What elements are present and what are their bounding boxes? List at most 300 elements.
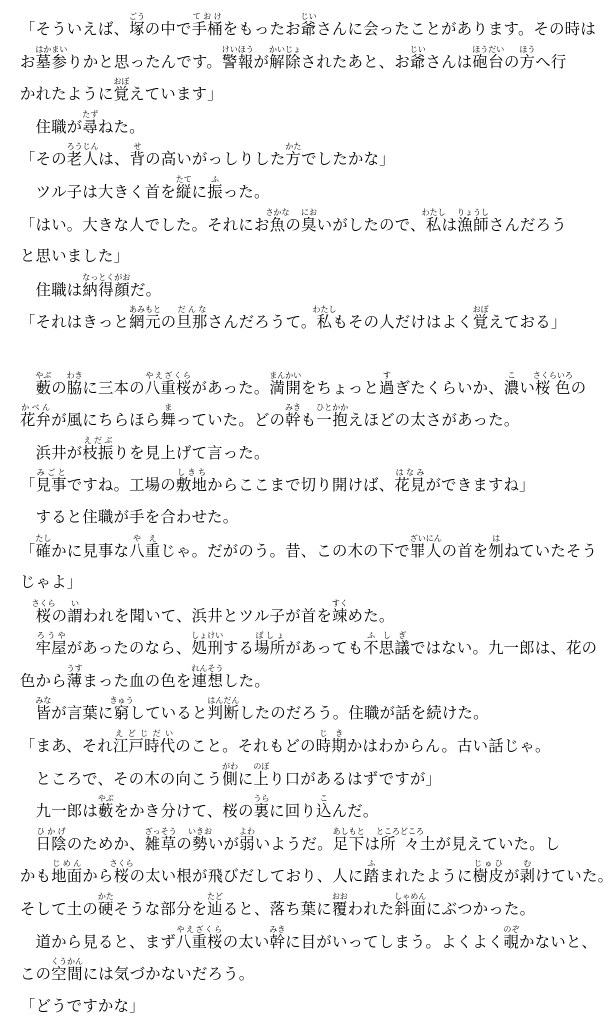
- text-run: この: [20, 965, 52, 984]
- ruby-reading: やぶ: [97, 794, 114, 804]
- ruby-word: [207, 174, 223, 201]
- ruby-reading: じゅひ: [472, 859, 504, 869]
- ruby-base: 警報: [221, 52, 254, 71]
- ruby-reading: みな: [35, 696, 52, 706]
- ruby-word: [160, 403, 176, 430]
- ruby-reading: まんかい: [269, 370, 302, 380]
- text-run: 「どうですかな」: [20, 996, 145, 1015]
- text-run: 「: [20, 476, 36, 495]
- text-run: されたあと、お: [300, 52, 410, 71]
- text-run: 道から見ると、まず: [20, 932, 176, 951]
- ruby-reading: ひかげ: [35, 826, 67, 836]
- text-line: [20, 859, 613, 892]
- text-run: した。: [223, 671, 270, 690]
- text-run: 九一郎は: [20, 802, 98, 821]
- text-run: えほどの太さがあった。: [348, 411, 520, 430]
- ruby-word: [35, 631, 67, 658]
- text-run: われた: [347, 900, 395, 919]
- ruby-reading: やぶ: [35, 370, 52, 380]
- text-run: すると住職が手を合わせた。: [20, 507, 239, 526]
- ruby-base: 上: [253, 769, 270, 788]
- ruby-word: [20, 403, 52, 430]
- ruby-word: [315, 729, 347, 756]
- text-run: ねた。: [98, 117, 145, 136]
- ruby-reading: ふ: [207, 174, 223, 184]
- ruby-word: [129, 305, 161, 332]
- text-line: [20, 175, 599, 208]
- ruby-word: [269, 924, 286, 951]
- ruby-reading: のぼ: [253, 761, 270, 771]
- ruby-word: [82, 109, 99, 136]
- ruby-base: 時期: [315, 737, 347, 756]
- text-run: の: [570, 378, 587, 397]
- ruby-base: 網元: [129, 313, 161, 332]
- ruby-base: 納得顔: [82, 280, 131, 299]
- ruby-base: 墓参: [35, 52, 68, 71]
- ruby-reading: かた: [285, 142, 302, 152]
- text-run: じゃよ」: [20, 573, 83, 592]
- text-run: [20, 379, 36, 397]
- ruby-base: 覚: [113, 85, 130, 104]
- text-line: [20, 77, 599, 110]
- ruby-word: [222, 761, 239, 788]
- text-run: でしたかな」: [301, 150, 395, 169]
- text-line: [20, 403, 599, 436]
- ruby-word: [35, 468, 67, 495]
- ruby-word: [532, 370, 573, 397]
- text-run: 土が見えていた。し: [420, 834, 561, 853]
- ruby-base: 罪人: [409, 541, 442, 560]
- ruby-base: 判断: [207, 704, 240, 723]
- ruby-word: [394, 892, 427, 919]
- ruby-word: [129, 12, 145, 38]
- ruby-reading: たて: [175, 174, 192, 184]
- ruby-base: 臭: [300, 215, 317, 234]
- ruby-word: [409, 533, 442, 560]
- ruby-reading: ほう: [519, 44, 536, 54]
- ruby-reading: しゃめん: [394, 892, 427, 902]
- ruby-word: [488, 533, 504, 560]
- text-line: [20, 273, 599, 306]
- ruby-word: [363, 631, 411, 658]
- text-line: [20, 501, 599, 534]
- ruby-word: [191, 663, 224, 690]
- ruby-base: 縦: [175, 182, 192, 201]
- text-run: にぶつかった。: [426, 900, 536, 919]
- ruby-reading: わき: [66, 370, 83, 380]
- text-run: さんだろう: [488, 215, 567, 234]
- ruby-base: 樹皮: [472, 867, 504, 886]
- ruby-word: [35, 533, 52, 560]
- text-run: った。: [222, 182, 270, 201]
- ruby-word: [254, 631, 286, 658]
- text-run: ではない。九一郎は、花の: [410, 639, 598, 658]
- ruby-base: 爺: [409, 52, 426, 71]
- ruby-reading: やえざくら: [144, 370, 192, 380]
- ruby-base: 空間: [51, 965, 83, 984]
- ruby-base: 側: [222, 769, 239, 788]
- ruby-base: 刎: [488, 541, 504, 560]
- text-run: が: [253, 52, 270, 71]
- ruby-base: 場所: [254, 639, 286, 658]
- ruby-base: 斜面: [394, 900, 427, 919]
- text-run: をちょっと: [301, 378, 380, 397]
- ruby-word: [113, 77, 130, 104]
- ruby-word: [66, 663, 83, 690]
- text-run: えています」: [129, 85, 223, 104]
- ruby-reading: は: [488, 533, 504, 543]
- ruby-reading: さくら: [109, 859, 134, 869]
- text-line: [20, 664, 599, 697]
- ruby-word: [112, 729, 176, 756]
- ruby-word: [503, 370, 520, 397]
- ruby-reading: れんそう: [191, 663, 224, 673]
- text-line: [20, 371, 599, 404]
- ruby-word: [316, 403, 349, 430]
- ruby-word: [67, 598, 83, 625]
- ruby-reading: かいじょ: [269, 44, 301, 54]
- ruby-reading: あみもと: [129, 305, 161, 315]
- text-run: [20, 704, 36, 722]
- ruby-word: [472, 305, 489, 332]
- text-line: [20, 990, 599, 1022]
- text-run: 「その: [20, 150, 67, 169]
- text-run: 色から: [20, 671, 67, 690]
- text-line: [20, 957, 599, 990]
- ruby-word: [175, 924, 223, 951]
- text-line: [20, 892, 599, 925]
- ruby-reading: おぼ: [113, 77, 130, 87]
- ruby-reading: がわ: [222, 761, 239, 771]
- ruby-base: 魚: [265, 215, 290, 234]
- ruby-reading: い: [67, 598, 83, 608]
- ruby-word: [109, 859, 134, 886]
- ruby-word: [332, 826, 365, 853]
- text-run: われを聞いて、浜井とツル子が首を: [82, 606, 333, 625]
- ruby-reading: ざっそう: [144, 826, 177, 836]
- ruby-reading: しょけい: [191, 631, 224, 641]
- text-line: [20, 12, 599, 45]
- text-run: [20, 835, 36, 853]
- ruby-reading: こ: [503, 370, 520, 380]
- ruby-word: [519, 44, 536, 71]
- ruby-base: 濃: [503, 378, 520, 397]
- ruby-word: [66, 370, 83, 397]
- ruby-base: 裏: [253, 802, 270, 821]
- text-run: から: [82, 867, 114, 886]
- text-run: も: [300, 411, 317, 430]
- text-run: していると: [129, 704, 208, 723]
- ruby-base: 剥: [519, 867, 536, 886]
- text-run: 「それはきっと: [20, 313, 130, 332]
- ruby-base: 幹: [269, 932, 286, 951]
- ruby-reading: す: [379, 370, 395, 380]
- ruby-reading: む: [519, 859, 536, 869]
- text-run: 「はい。大きな人でした。それにお: [20, 215, 270, 234]
- ruby-word: [176, 305, 208, 332]
- text-line: [20, 631, 599, 664]
- ruby-base: 砲台: [472, 52, 505, 71]
- ruby-base: 私: [421, 215, 446, 234]
- ruby-reading: ておけ: [191, 12, 223, 21]
- ruby-word: [35, 826, 67, 853]
- ruby-word: [285, 142, 302, 169]
- ruby-reading: おお: [331, 892, 348, 902]
- text-line: [20, 729, 599, 762]
- ruby-reading: さくらいろ: [532, 370, 573, 380]
- ruby-base: 謂: [67, 606, 83, 625]
- text-run: に三本の: [82, 378, 145, 397]
- ruby-word: [269, 370, 302, 397]
- ruby-word: [269, 44, 301, 71]
- text-run: めた。: [347, 606, 395, 625]
- text-line: [20, 436, 599, 469]
- text-run: 住職が: [20, 117, 83, 136]
- ruby-reading: おぼ: [472, 305, 489, 315]
- text-run: へ行: [535, 52, 567, 71]
- text-run: の: [51, 606, 68, 625]
- ruby-word: [300, 207, 317, 234]
- ruby-base: 日陰: [35, 834, 67, 853]
- ruby-reading: うす: [66, 663, 83, 673]
- ruby-word: [409, 44, 426, 71]
- ruby-base: 方: [285, 150, 302, 169]
- ruby-base: 硬: [97, 900, 114, 919]
- ruby-base: 雑草: [144, 834, 177, 853]
- text-run: があっても: [285, 639, 364, 658]
- ruby-reading: しきち: [176, 468, 208, 478]
- text-run: えておる」: [488, 313, 567, 332]
- text-run: りを見上げて言った。: [113, 443, 270, 462]
- text-run: まった血の色を: [82, 671, 192, 690]
- text-run: が: [503, 867, 520, 886]
- text-run: が風にちらほら: [51, 411, 161, 430]
- ruby-reading: いきお: [188, 826, 213, 836]
- text-run: 住職は: [20, 280, 83, 299]
- ruby-base: 踏: [363, 867, 380, 886]
- text-run: さんに会ったことがあります。その時は: [316, 20, 596, 38]
- text-run: だ。: [130, 280, 162, 299]
- ruby-base: 藪: [97, 802, 114, 821]
- ruby-word: [285, 403, 301, 430]
- text-run: の: [285, 215, 302, 234]
- ruby-base: 花見: [394, 476, 426, 495]
- text-line: [20, 468, 599, 501]
- ruby-base: 尋: [82, 117, 99, 136]
- ruby-base: 連想: [191, 671, 224, 690]
- text-run: の首を: [441, 541, 489, 560]
- ruby-base: 薄: [66, 671, 83, 690]
- text-line: [20, 534, 599, 567]
- text-line: [20, 208, 599, 241]
- ruby-reading: じい: [300, 12, 317, 21]
- text-run: に: [191, 182, 208, 201]
- text-run: り口があるはずですが」: [269, 769, 442, 788]
- ruby-base: 振: [207, 182, 223, 201]
- text-run: いが: [208, 834, 240, 853]
- ruby-reading: くうかん: [51, 957, 84, 967]
- ruby-reading: りょうし: [457, 207, 490, 217]
- ruby-word: [35, 370, 52, 397]
- text-run: のためか、: [66, 834, 145, 853]
- text-line: [20, 696, 599, 729]
- ruby-word: [519, 859, 536, 886]
- text-run: は: [441, 215, 458, 234]
- ruby-word: [35, 696, 52, 723]
- text-run: い: [519, 378, 536, 397]
- text-run: かに見事な: [51, 541, 130, 560]
- ruby-word: [191, 12, 223, 38]
- ruby-base: 塚: [129, 20, 145, 38]
- ruby-reading: わたし: [312, 305, 337, 315]
- ruby-reading: けいほう: [221, 44, 254, 54]
- text-run: いようだ。: [254, 834, 333, 853]
- ruby-reading: きゅう: [109, 696, 134, 706]
- ruby-reading: かた: [97, 892, 114, 902]
- text-run: したのだろう。住職が話を続けた。: [239, 704, 489, 723]
- ruby-reading: はかまい: [35, 44, 68, 54]
- text-run: ですね。工場の: [66, 476, 176, 495]
- ruby-reading: なっとくがお: [82, 272, 131, 282]
- ruby-word: [312, 305, 337, 332]
- ruby-word: [472, 859, 504, 886]
- ruby-word: [97, 892, 114, 919]
- ruby-base: 辿: [207, 900, 223, 919]
- text-run: もその人だけはよく: [332, 313, 473, 332]
- text-run: けていた。: [535, 867, 613, 886]
- ruby-reading: せ: [129, 142, 146, 152]
- ruby-base: 桜: [31, 606, 56, 625]
- ruby-word: [421, 207, 446, 234]
- ruby-reading: たし: [35, 533, 52, 543]
- ruby-word: [300, 12, 317, 38]
- ruby-base: 覆: [331, 900, 348, 919]
- ruby-base: 枝振: [82, 443, 114, 462]
- text-run: ぎたくらいか、: [394, 378, 504, 397]
- text-run: と思いました」: [20, 247, 130, 266]
- text-run: ができますね」: [425, 476, 535, 495]
- ruby-reading: だんな: [176, 305, 208, 315]
- ruby-base: 牢屋: [35, 639, 67, 658]
- ruby-word: [253, 761, 270, 788]
- text-line: [20, 142, 599, 175]
- ruby-reading: たど: [207, 892, 224, 902]
- text-run: かれたように: [20, 85, 114, 104]
- text-run: の太い根が飛びだしており、人に: [129, 867, 364, 886]
- ruby-word: [51, 859, 83, 886]
- ruby-word: [82, 435, 114, 462]
- ruby-base: 確: [35, 541, 52, 560]
- ruby-base: 足下: [332, 834, 365, 853]
- ruby-word: [379, 370, 395, 397]
- text-run: っていた。どの: [176, 411, 286, 430]
- text-line: [20, 305, 599, 338]
- ruby-word: [66, 142, 99, 169]
- text-run: は、: [98, 150, 130, 169]
- text-run: じゃ。だがのう。昔、この木の下で: [160, 541, 410, 560]
- ruby-reading: えどじだい: [112, 729, 176, 739]
- text-run: には気づかないだろう。: [82, 965, 255, 984]
- ruby-base: 方: [519, 52, 536, 71]
- text-line: [20, 240, 599, 273]
- ruby-base: 地面: [51, 867, 83, 886]
- text-run: の太い: [222, 932, 270, 951]
- ruby-base: 江戸時代: [112, 737, 176, 756]
- text-run: まれたように: [379, 867, 473, 886]
- ruby-reading: はんだん: [207, 696, 240, 706]
- ruby-base: 藪: [35, 378, 52, 397]
- text-run: いがしたので、: [316, 215, 426, 234]
- ruby-word: [31, 598, 56, 625]
- ruby-reading: みき: [269, 924, 286, 934]
- text-run: さんは: [425, 52, 473, 71]
- ruby-word: [331, 598, 348, 625]
- ruby-reading: さくら: [31, 598, 56, 608]
- text-run: ねていたそう: [504, 541, 598, 560]
- text-run: ところで、その木の向こう: [20, 769, 223, 788]
- ruby-word: [82, 272, 131, 299]
- ruby-word: [109, 696, 134, 723]
- text-run: をもったお: [222, 20, 301, 38]
- text-run: があったのなら、: [66, 639, 192, 658]
- ruby-reading: たず: [82, 109, 99, 119]
- text-run: ツル子は大きく首を: [20, 182, 176, 201]
- text-run: [20, 639, 36, 657]
- ruby-base: 手桶: [191, 20, 223, 38]
- ruby-base: 竦: [331, 606, 348, 625]
- text-run: そうな部分を: [113, 900, 208, 919]
- ruby-reading: ふしぎ: [363, 631, 411, 641]
- ruby-word: [51, 957, 84, 984]
- text-run: に: [237, 769, 254, 788]
- ruby-base: 桜色: [532, 378, 573, 397]
- ruby-reading: よわ: [239, 826, 256, 836]
- ruby-base: 解除: [269, 52, 301, 71]
- ruby-word: [191, 631, 224, 658]
- ruby-word: [331, 892, 348, 919]
- ruby-reading: みき: [285, 403, 301, 413]
- ruby-base: 覚: [472, 313, 489, 332]
- ruby-word: [363, 859, 380, 886]
- text-line: [20, 110, 599, 143]
- ruby-reading: ほうだい: [472, 44, 505, 54]
- ruby-base: 幹: [285, 411, 301, 430]
- ruby-base: 窮: [109, 704, 134, 723]
- text-run: の: [51, 378, 67, 397]
- ruby-reading: ざいにん: [409, 533, 442, 543]
- ruby-reading: こ: [316, 794, 332, 804]
- ruby-base: 覗: [503, 932, 520, 951]
- ruby-word: [457, 207, 490, 234]
- ruby-word: [97, 794, 114, 821]
- ruby-reading: うら: [253, 794, 270, 804]
- ruby-base: 皆: [35, 704, 52, 723]
- ruby-reading: じい: [409, 44, 426, 54]
- text-run: かはわからん。古い話じゃ。: [346, 737, 551, 756]
- ruby-word: [316, 794, 332, 821]
- text-line: [20, 762, 599, 795]
- text-run: をかき分けて、桜の: [113, 802, 254, 821]
- ruby-reading: にお: [300, 207, 317, 217]
- ruby-base: 舞: [160, 411, 176, 430]
- ruby-base: 八重桜: [175, 932, 223, 951]
- text-run: お: [20, 52, 36, 71]
- text-run: 浜井が: [20, 443, 83, 462]
- ruby-reading: じめん: [51, 859, 83, 869]
- text-run: ると、落ち葉に: [222, 900, 332, 919]
- ruby-word: [221, 44, 254, 71]
- text-line: [20, 566, 599, 599]
